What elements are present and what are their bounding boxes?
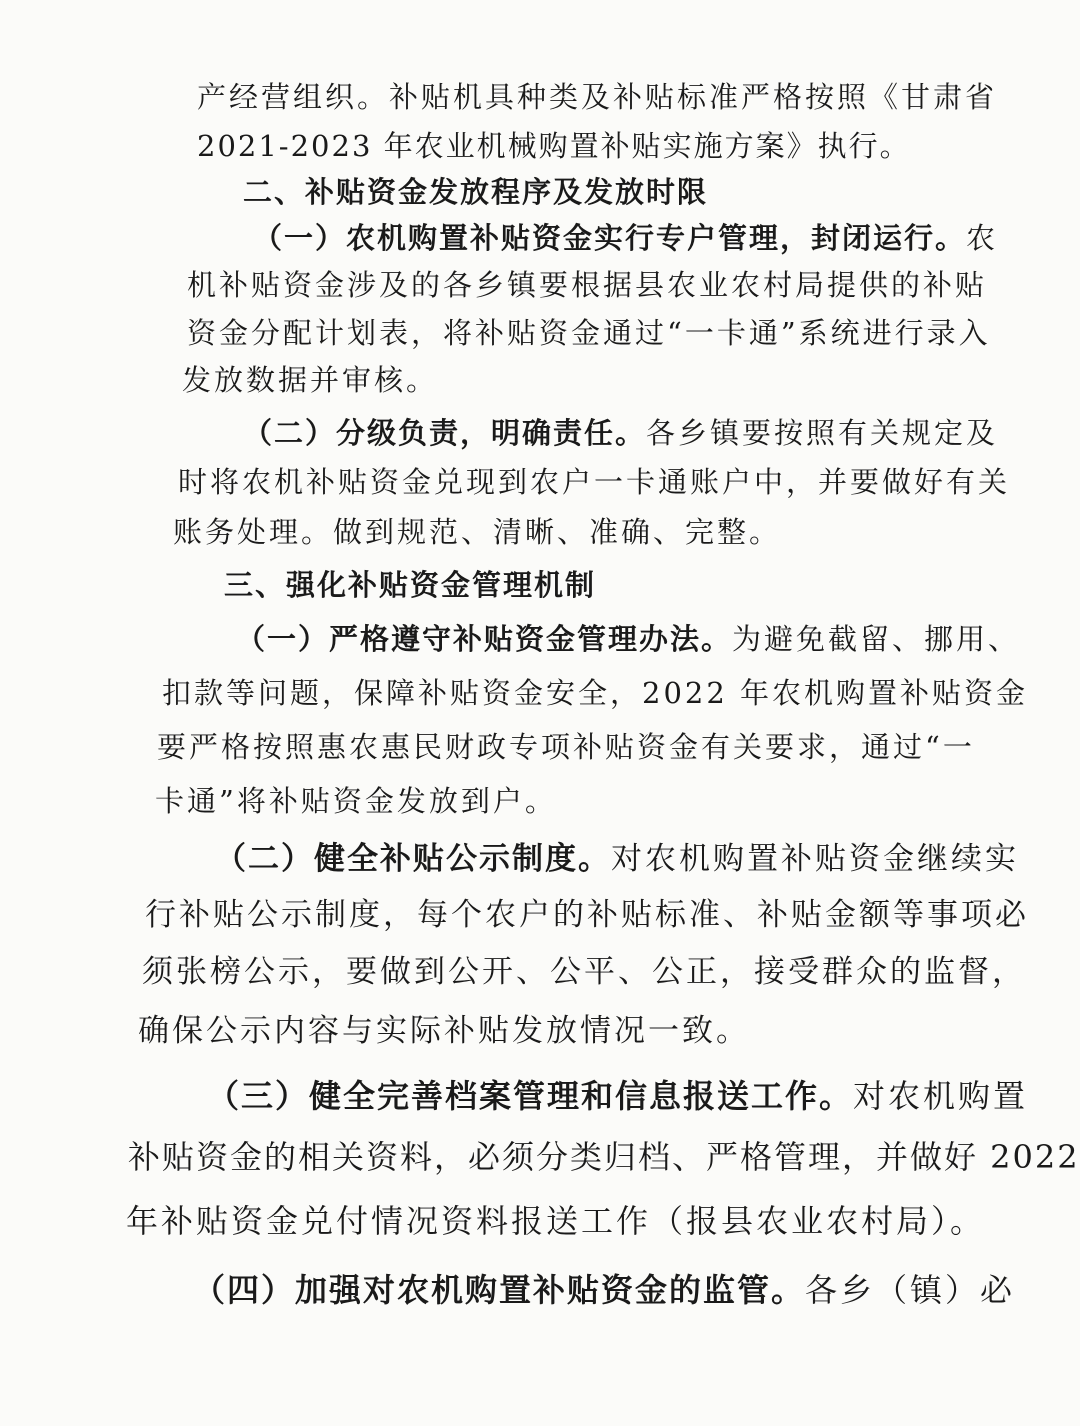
paragraph-rest: 各乡镇要按照有关规定及 bbox=[646, 416, 999, 450]
paragraph-line bbox=[243, 413, 998, 453]
body-line: 机补贴资金涉及的各乡镇要根据县农业农村局提供的补贴 bbox=[187, 268, 988, 302]
body-line: 卡通”将补贴资金发放到户。 bbox=[155, 784, 557, 818]
paragraph-lead: （二）分级负责，明确责任。 bbox=[243, 416, 647, 450]
paragraph-lead: （三）健全完善档案管理和信息报送工作。 bbox=[207, 1077, 854, 1115]
body-line: 发放数据并审核。 bbox=[182, 363, 439, 397]
body-line-2: 2021-2023 年农业机械购置补贴实施方案》执行。 bbox=[197, 129, 911, 163]
paragraph-rest: 农 bbox=[966, 221, 999, 255]
paragraph-line bbox=[193, 1270, 1015, 1310]
paragraph-rest: 各乡（镇）必 bbox=[805, 1271, 1016, 1309]
paragraph-rest: 对农机购置 bbox=[853, 1077, 1029, 1115]
paragraph-lead: （一）农机购置补贴资金实行专户管理，封闭运行。 bbox=[253, 221, 967, 255]
paragraph-rest: 为避免截留、挪用、 bbox=[732, 622, 1021, 656]
body-line: 补贴资金的相关资料，必须分类归档、严格管理，并做好 2022 bbox=[128, 1138, 1080, 1176]
body-line: 账务处理。做到规范、清晰、准确、完整。 bbox=[173, 515, 782, 549]
body-line: 扣款等问题，保障补贴资金安全，2022 年农机购置补贴资金 bbox=[162, 676, 1029, 710]
section-heading-2: 二、补贴资金发放程序及发放时限 bbox=[243, 175, 709, 209]
body-line: 年补贴资金兑付情况资料报送工作（报县农业农村局）。 bbox=[126, 1202, 986, 1240]
body-line: 资金分配计划表，将补贴资金通过“一卡通”系统进行录入 bbox=[187, 316, 991, 350]
paragraph-rest: 对农机购置补贴资金继续实 bbox=[611, 841, 1019, 877]
paragraph-line bbox=[253, 218, 998, 258]
body-line: 要严格按照惠农惠民财政专项补贴资金有关要求，通过“一 bbox=[157, 730, 975, 764]
paragraph-lead: （一）严格遵守补贴资金管理办法。 bbox=[236, 622, 733, 656]
body-line: 行补贴公示制度，每个农户的补贴标准、补贴金额等事项必 bbox=[145, 897, 1029, 933]
paragraph-line bbox=[236, 619, 1020, 659]
body-line: 确保公示内容与实际补贴发放情况一致。 bbox=[138, 1013, 750, 1049]
paragraph-line bbox=[215, 839, 1019, 879]
paragraph-line bbox=[207, 1076, 1028, 1116]
paragraph-lead: （四）加强对农机购置补贴资金的监管。 bbox=[193, 1271, 806, 1309]
body-line: 时将农机补贴资金兑现到农户一卡通账户中，并要做好有关 bbox=[178, 465, 1011, 499]
section-heading-3: 三、强化补贴资金管理机制 bbox=[224, 568, 597, 602]
body-line: 须张榜公示，要做到公开、公平、公正，接受群众的监督， bbox=[142, 954, 1026, 990]
paragraph-lead: （二）健全补贴公示制度。 bbox=[215, 841, 611, 877]
body-line-1: 产经营组织。补贴机具种类及补贴标准严格按照《甘肃省 bbox=[197, 80, 998, 114]
